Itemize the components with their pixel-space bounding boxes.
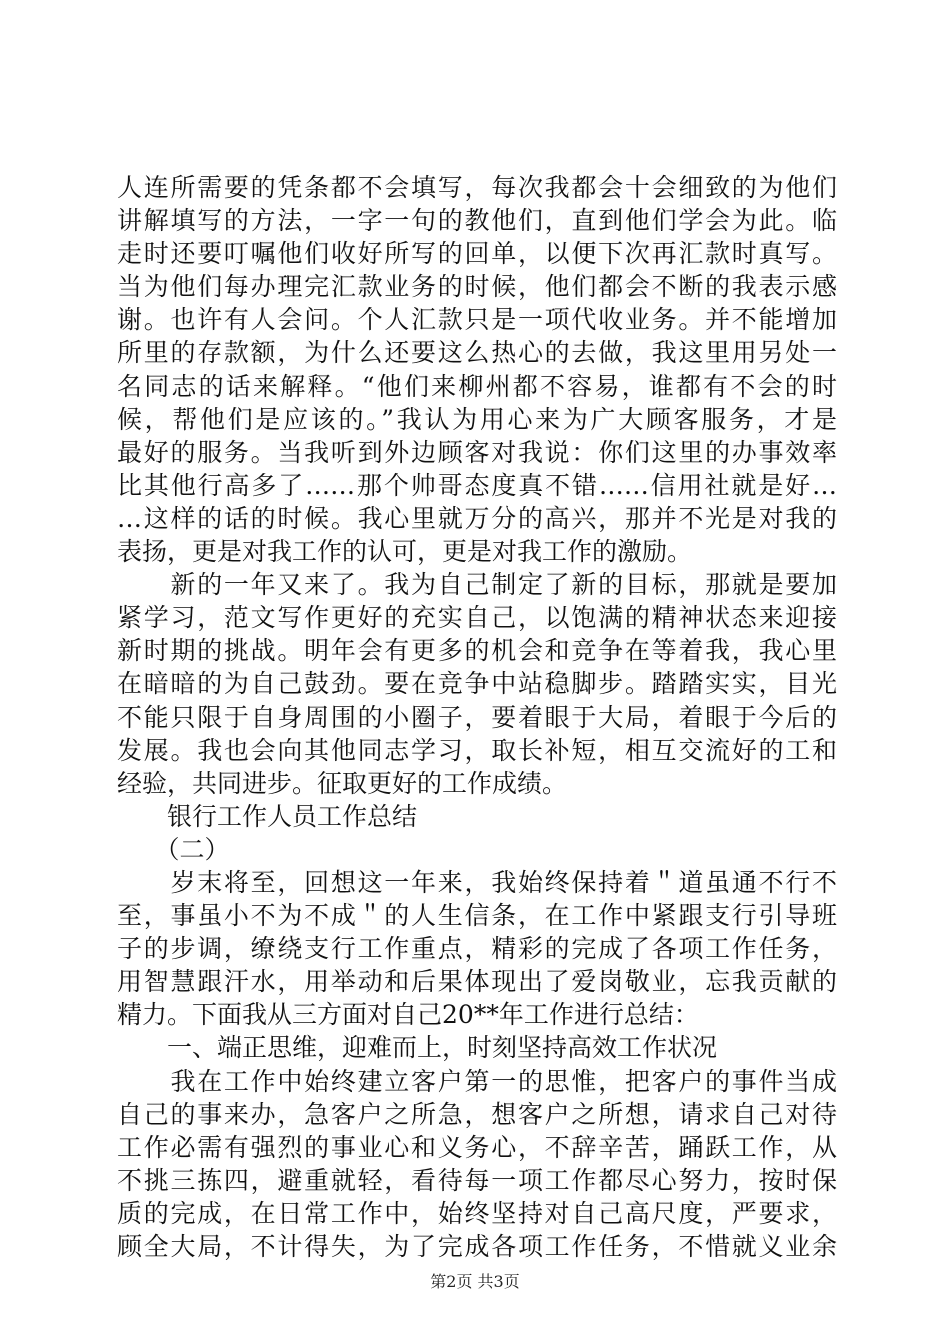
text-line: …这样的话的时候。我心里就万分的高兴，那并不光是对我的 [117,503,837,533]
text-line: 新时期的挑战。明年会有更多的机会和竞争在等着我，我心里 [117,636,837,666]
text-line: 表扬，更是对我工作的认可，更是对我工作的激励。 [117,537,693,567]
text-line: 我在工作中始终建立客户第一的思惟，把客户的事件当成 [117,1066,837,1096]
text-line: 银行工作人员工作总结 [117,801,418,831]
text-line: 走时还要叮嘱他们收好所写的回单，以便下次再汇款时真写。 [117,239,837,269]
page-footer: 第2页 共3页 [430,1272,520,1291]
text-line: 一、端正思维，迎难而上，时刻坚持高效工作状况 [117,1033,718,1063]
text-line: 顾全大局，不计得失，为了完成各项工作任务，不惜就义业余 [117,1232,837,1261]
text-line: 当为他们每办理完汇款业务的时候，他们都会不断的我表示感 [117,272,837,302]
text-line: 岁末将至，回想这一年来，我始终保持着＂道虽通不行不 [117,867,837,897]
text-line: （二） [117,834,230,864]
text-line: 讲解填写的方法，一字一句的教他们，直到他们学会为此。临 [117,206,837,236]
document-body [117,171,837,1263]
text-line: 人连所需要的凭条都不会填写，每次我都会十会细致的为他们 [117,173,837,202]
text-line: 不能只限于自身周围的小圈子，要着眼于大局，着眼于今后的 [117,702,837,732]
text-line: 子的步调，缭绕支行工作重点，精彩的完成了各项工作任务， [117,934,837,964]
text-line: 名同志的话来解释。“他们来柳州都不容易，谁都有不会的时 [117,371,837,401]
text-line: 不挑三拣四，避重就轻，看待每一项工作都尽心努力，按时保 [117,1165,837,1195]
text-line: 经验，共同进步。征取更好的工作成绩。 [117,768,568,798]
text-line: 精力。下面我从三方面对自己20**年工作进行总结： [117,1000,699,1030]
text-line: 工作必需有强烈的事业心和义务心，不辞辛苦，踊跃工作，从 [117,1132,837,1162]
text-line: 紧学习，范文写作更好的充实自己，以饱满的精神状态来迎接 [117,603,837,633]
text-line: 质的完成，在日常工作中，始终坚持对自己高尺度，严要求， [117,1198,837,1228]
text-line: 新的一年又来了。我为自己制定了新的目标，那就是要加 [117,570,837,600]
text-line: 所里的存款额，为什么还要这么热心的去做，我这里用另处一 [117,338,837,368]
text-line: 谢。也许有人会问。个人汇款只是一项代收业务。并不能增加 [117,305,837,335]
text-line: 在暗暗的为自己鼓劲。要在竞争中站稳脚步。踏踏实实，目光 [117,669,837,699]
text-line: 至，事虽小不为不成＂的人生信条，在工作中紧跟支行引导班 [117,901,837,931]
text-line: 用智慧跟汗水，用举动和后果体现出了爱岗敬业，忘我贡献的 [117,967,837,997]
text-line: 比其他行高多了……那个帅哥态度真不错……信用社就是好… [117,470,837,500]
text-line: 最好的服务。当我听到外边顾客对我说：你们这里的办事效率 [117,437,837,467]
text-line: 发展。我也会向其他同志学习，取长补短，相互交流好的工和 [117,735,837,765]
text-line: 候，帮他们是应该的。”我认为用心来为广大顾客服务，才是 [117,404,837,434]
text-line: 自己的事来办，急客户之所急，想客户之所想，请求自己对待 [117,1099,837,1129]
